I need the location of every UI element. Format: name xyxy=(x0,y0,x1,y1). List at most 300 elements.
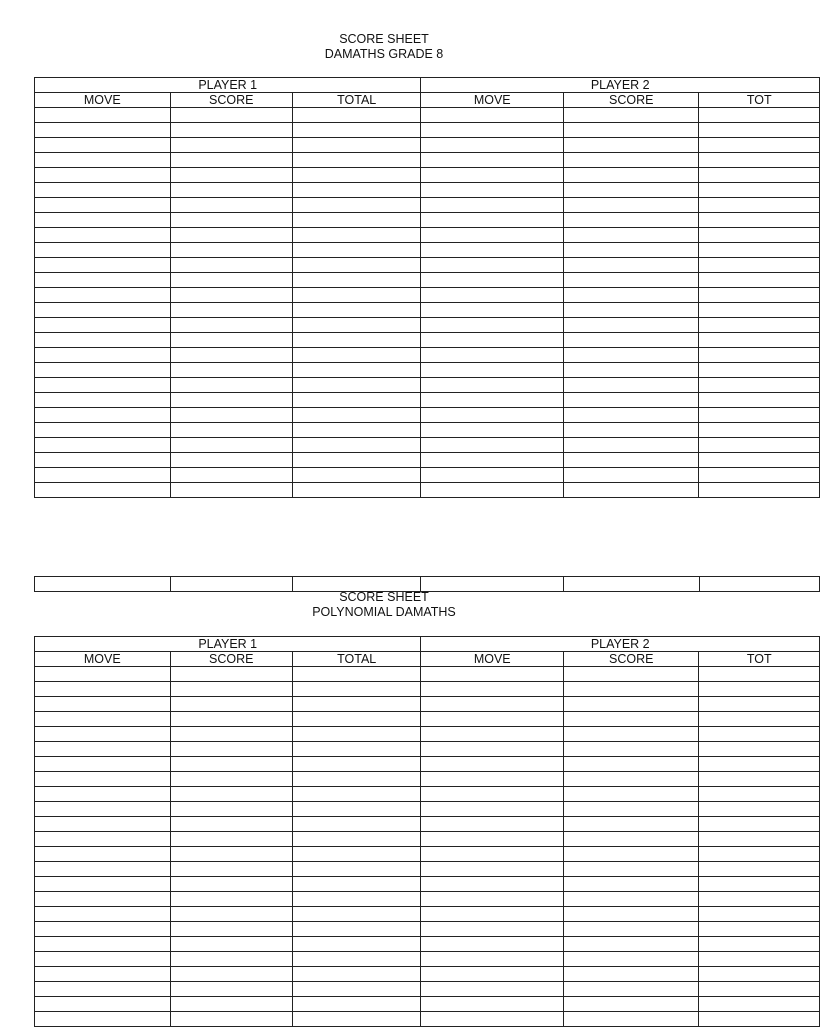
total-cell xyxy=(292,802,421,817)
move-cell xyxy=(35,318,171,333)
score-cell xyxy=(170,1012,292,1027)
move-cell xyxy=(35,213,171,228)
move-cell xyxy=(421,817,564,832)
score-cell xyxy=(563,892,699,907)
sheet-title-block xyxy=(0,590,768,620)
table-row xyxy=(35,288,820,303)
total-cell xyxy=(292,742,421,757)
move-cell xyxy=(421,183,564,198)
column-header-row xyxy=(35,652,820,667)
total-cell xyxy=(699,832,820,847)
score-cell xyxy=(563,757,699,772)
total-cell xyxy=(292,183,421,198)
column-header-total: TOTAL xyxy=(292,652,421,667)
move-cell xyxy=(35,967,171,982)
move-cell xyxy=(35,468,171,483)
score-cell xyxy=(563,228,699,243)
move-cell xyxy=(421,408,564,423)
score-cell xyxy=(170,982,292,997)
total-cell xyxy=(699,438,820,453)
total-cell xyxy=(699,1012,820,1027)
move-cell xyxy=(421,378,564,393)
table-row xyxy=(35,258,820,273)
sheet-title: SCORE SHEET xyxy=(339,590,429,604)
total-cell xyxy=(699,892,820,907)
score-cell xyxy=(170,997,292,1012)
total-cell xyxy=(699,862,820,877)
score-cell xyxy=(563,727,699,742)
total-cell xyxy=(699,333,820,348)
move-cell xyxy=(421,982,564,997)
move-cell xyxy=(35,168,171,183)
total-cell xyxy=(292,952,421,967)
table-row xyxy=(35,393,820,408)
score-cell xyxy=(170,108,292,123)
score-cell xyxy=(170,772,292,787)
score-cell xyxy=(563,213,699,228)
player-header-row xyxy=(35,78,820,93)
score-cell xyxy=(563,108,699,123)
table-row xyxy=(35,423,820,438)
move-cell xyxy=(421,877,564,892)
move-cell xyxy=(35,877,171,892)
score-cell xyxy=(563,697,699,712)
score-cell xyxy=(170,288,292,303)
table-row xyxy=(35,982,820,997)
score-cell xyxy=(563,712,699,727)
table-row xyxy=(35,243,820,258)
move-cell xyxy=(421,727,564,742)
column-header-total: TOT xyxy=(699,652,820,667)
total-cell xyxy=(699,817,820,832)
move-cell xyxy=(421,273,564,288)
score-cell xyxy=(563,997,699,1012)
move-cell xyxy=(35,408,171,423)
move-cell xyxy=(421,757,564,772)
move-cell xyxy=(35,288,171,303)
total-cell xyxy=(292,922,421,937)
total-cell xyxy=(292,757,421,772)
total-cell xyxy=(292,817,421,832)
move-cell xyxy=(35,697,171,712)
score-cell xyxy=(170,817,292,832)
score-cell xyxy=(170,712,292,727)
move-cell xyxy=(35,138,171,153)
move-cell xyxy=(421,1012,564,1027)
score-cell xyxy=(170,468,292,483)
move-cell xyxy=(35,922,171,937)
table-row xyxy=(35,153,820,168)
score-cell xyxy=(563,168,699,183)
column-header-move: MOVE xyxy=(421,93,564,108)
score-cell xyxy=(170,228,292,243)
total-cell xyxy=(292,318,421,333)
table-row xyxy=(35,877,820,892)
move-cell xyxy=(35,727,171,742)
total-cell xyxy=(699,108,820,123)
total-cell xyxy=(292,997,421,1012)
total-cell xyxy=(699,393,820,408)
score-cell xyxy=(563,153,699,168)
total-cell xyxy=(699,667,820,682)
score-cell xyxy=(563,138,699,153)
score-cell xyxy=(563,952,699,967)
column-header-total: TOT xyxy=(699,93,820,108)
score-cell xyxy=(170,243,292,258)
score-cell xyxy=(170,922,292,937)
total-cell xyxy=(292,727,421,742)
total-cell xyxy=(699,772,820,787)
move-cell xyxy=(421,468,564,483)
table-row xyxy=(35,997,820,1012)
table-row xyxy=(35,378,820,393)
sheet-subtitle: DAMATHS GRADE 8 xyxy=(324,47,444,61)
total-cell xyxy=(292,123,421,138)
table-row xyxy=(35,817,820,832)
move-cell xyxy=(421,967,564,982)
total-cell xyxy=(292,213,421,228)
move-cell xyxy=(35,333,171,348)
total-cell xyxy=(699,273,820,288)
total-cell xyxy=(699,198,820,213)
move-cell xyxy=(35,483,171,498)
table-row xyxy=(35,727,820,742)
move-cell xyxy=(35,273,171,288)
score-cell xyxy=(170,273,292,288)
move-cell xyxy=(421,168,564,183)
move-cell xyxy=(35,348,171,363)
table-row xyxy=(35,168,820,183)
score-cell xyxy=(170,153,292,168)
total-cell xyxy=(699,877,820,892)
table-row xyxy=(35,922,820,937)
total-cell xyxy=(292,168,421,183)
table-row xyxy=(35,967,820,982)
total-cell xyxy=(699,787,820,802)
column-header-score: SCORE xyxy=(170,93,292,108)
score-cell xyxy=(563,772,699,787)
move-cell xyxy=(421,712,564,727)
score-cell xyxy=(563,862,699,877)
move-cell xyxy=(35,937,171,952)
score-cell xyxy=(563,847,699,862)
move-cell xyxy=(421,243,564,258)
column-header-score: SCORE xyxy=(563,652,699,667)
total-cell xyxy=(292,138,421,153)
table-row xyxy=(35,847,820,862)
move-cell xyxy=(421,348,564,363)
move-cell xyxy=(421,153,564,168)
score-cell xyxy=(170,213,292,228)
score-cell xyxy=(563,288,699,303)
score-cell xyxy=(170,438,292,453)
column-header-score: SCORE xyxy=(170,652,292,667)
score-cell xyxy=(170,682,292,697)
move-cell xyxy=(35,183,171,198)
score-cell xyxy=(563,303,699,318)
table-row xyxy=(35,483,820,498)
total-cell xyxy=(699,408,820,423)
move-cell xyxy=(35,258,171,273)
total-cell xyxy=(292,892,421,907)
table-row xyxy=(35,213,820,228)
move-cell xyxy=(421,393,564,408)
score-table xyxy=(34,77,820,498)
score-cell xyxy=(563,817,699,832)
move-cell xyxy=(421,907,564,922)
score-cell xyxy=(170,333,292,348)
move-cell xyxy=(35,438,171,453)
sheet-title: SCORE SHEET xyxy=(339,32,429,46)
table-row xyxy=(35,453,820,468)
score-cell xyxy=(170,742,292,757)
move-cell xyxy=(421,682,564,697)
total-cell xyxy=(699,802,820,817)
table-row xyxy=(35,408,820,423)
score-cell xyxy=(170,363,292,378)
table-row xyxy=(35,712,820,727)
score-cell xyxy=(563,453,699,468)
move-cell xyxy=(421,333,564,348)
score-cell xyxy=(170,423,292,438)
total-cell xyxy=(292,483,421,498)
score-cell xyxy=(170,453,292,468)
score-cell xyxy=(563,667,699,682)
score-cell xyxy=(563,123,699,138)
total-cell xyxy=(292,847,421,862)
move-cell xyxy=(35,892,171,907)
total-cell xyxy=(292,348,421,363)
move-cell xyxy=(35,682,171,697)
score-cell xyxy=(170,667,292,682)
move-cell xyxy=(35,787,171,802)
total-cell xyxy=(292,228,421,243)
move-cell xyxy=(421,108,564,123)
score-cell xyxy=(563,333,699,348)
move-cell xyxy=(35,832,171,847)
score-cell xyxy=(170,892,292,907)
move-cell xyxy=(35,1012,171,1027)
move-cell xyxy=(35,453,171,468)
move-cell xyxy=(35,772,171,787)
table-row xyxy=(35,937,820,952)
total-cell xyxy=(699,967,820,982)
score-cell xyxy=(170,907,292,922)
score-cell xyxy=(170,802,292,817)
table-row xyxy=(35,333,820,348)
table-row xyxy=(35,318,820,333)
table-row xyxy=(35,138,820,153)
total-cell xyxy=(699,363,820,378)
score-cell xyxy=(563,183,699,198)
score-cell xyxy=(170,757,292,772)
move-cell xyxy=(35,742,171,757)
total-cell xyxy=(699,168,820,183)
move-cell xyxy=(421,453,564,468)
move-cell xyxy=(421,862,564,877)
total-cell xyxy=(292,697,421,712)
total-cell xyxy=(699,712,820,727)
total-cell xyxy=(292,333,421,348)
table-row xyxy=(35,123,820,138)
score-cell xyxy=(170,832,292,847)
move-cell xyxy=(421,363,564,378)
total-cell xyxy=(292,937,421,952)
move-cell xyxy=(35,802,171,817)
total-cell xyxy=(699,153,820,168)
score-cell xyxy=(563,802,699,817)
total-cell xyxy=(699,258,820,273)
total-cell xyxy=(292,682,421,697)
move-cell xyxy=(421,937,564,952)
score-cell xyxy=(170,847,292,862)
table-row xyxy=(35,697,820,712)
total-cell xyxy=(292,408,421,423)
total-cell xyxy=(292,772,421,787)
move-cell xyxy=(421,318,564,333)
move-cell xyxy=(421,832,564,847)
table-row xyxy=(35,772,820,787)
column-header-score: SCORE xyxy=(563,93,699,108)
total-cell xyxy=(699,138,820,153)
move-cell xyxy=(421,667,564,682)
score-cell xyxy=(563,258,699,273)
score-cell xyxy=(170,123,292,138)
total-cell xyxy=(292,907,421,922)
player-2-header: PLAYER 2 xyxy=(421,637,820,652)
move-cell xyxy=(35,228,171,243)
total-cell xyxy=(292,153,421,168)
total-cell xyxy=(699,318,820,333)
total-cell xyxy=(292,108,421,123)
column-header-move: MOVE xyxy=(35,93,171,108)
total-cell xyxy=(292,243,421,258)
score-cell xyxy=(170,408,292,423)
column-header-move: MOVE xyxy=(35,652,171,667)
move-cell xyxy=(35,243,171,258)
score-cell xyxy=(170,697,292,712)
score-cell xyxy=(563,378,699,393)
total-cell xyxy=(699,468,820,483)
total-cell xyxy=(292,378,421,393)
score-cell xyxy=(170,138,292,153)
table-row xyxy=(35,438,820,453)
total-cell xyxy=(292,423,421,438)
score-cell xyxy=(170,378,292,393)
total-cell xyxy=(292,303,421,318)
total-cell xyxy=(292,967,421,982)
score-table-body xyxy=(35,108,820,498)
score-cell xyxy=(170,168,292,183)
score-cell xyxy=(563,318,699,333)
score-cell xyxy=(563,937,699,952)
total-cell xyxy=(699,213,820,228)
score-cell xyxy=(563,393,699,408)
total-cell xyxy=(292,982,421,997)
total-cell xyxy=(292,712,421,727)
total-cell xyxy=(292,273,421,288)
total-cell xyxy=(699,697,820,712)
move-cell xyxy=(35,817,171,832)
move-cell xyxy=(35,363,171,378)
score-cell xyxy=(170,318,292,333)
move-cell xyxy=(421,438,564,453)
total-cell xyxy=(699,378,820,393)
score-cell xyxy=(170,393,292,408)
move-cell xyxy=(35,198,171,213)
total-cell xyxy=(699,742,820,757)
table-row xyxy=(35,468,820,483)
column-header-move: MOVE xyxy=(421,652,564,667)
total-cell xyxy=(292,787,421,802)
score-cell xyxy=(563,877,699,892)
move-cell xyxy=(35,423,171,438)
move-cell xyxy=(35,907,171,922)
total-cell xyxy=(292,438,421,453)
move-cell xyxy=(421,742,564,757)
move-cell xyxy=(35,378,171,393)
total-cell xyxy=(292,453,421,468)
move-cell xyxy=(35,847,171,862)
table-row xyxy=(35,862,820,877)
move-cell xyxy=(35,667,171,682)
score-cell xyxy=(170,937,292,952)
score-cell xyxy=(563,198,699,213)
sheet-title-block xyxy=(0,32,768,62)
player-1-header: PLAYER 1 xyxy=(35,78,421,93)
table-row xyxy=(35,183,820,198)
score-cell xyxy=(563,787,699,802)
move-cell xyxy=(35,393,171,408)
score-cell xyxy=(563,742,699,757)
total-cell xyxy=(292,877,421,892)
score-cell xyxy=(563,243,699,258)
score-table-body xyxy=(35,667,820,1027)
score-cell xyxy=(563,273,699,288)
total-cell xyxy=(699,682,820,697)
score-cell xyxy=(563,483,699,498)
total-cell xyxy=(699,303,820,318)
move-cell xyxy=(421,802,564,817)
move-cell xyxy=(421,288,564,303)
score-cell xyxy=(563,907,699,922)
table-row xyxy=(35,802,820,817)
move-cell xyxy=(35,303,171,318)
move-cell xyxy=(421,952,564,967)
total-cell xyxy=(699,348,820,363)
score-cell xyxy=(170,862,292,877)
score-cell xyxy=(170,952,292,967)
move-cell xyxy=(35,862,171,877)
total-cell xyxy=(292,832,421,847)
move-cell xyxy=(35,997,171,1012)
player-1-header: PLAYER 1 xyxy=(35,637,421,652)
score-cell xyxy=(563,967,699,982)
total-cell xyxy=(699,847,820,862)
move-cell xyxy=(35,952,171,967)
table-row xyxy=(35,832,820,847)
move-cell xyxy=(421,423,564,438)
score-cell xyxy=(170,727,292,742)
table-row xyxy=(35,787,820,802)
move-cell xyxy=(421,138,564,153)
move-cell xyxy=(421,772,564,787)
move-cell xyxy=(35,982,171,997)
score-cell xyxy=(563,348,699,363)
score-cell xyxy=(563,832,699,847)
move-cell xyxy=(421,258,564,273)
score-cell xyxy=(563,438,699,453)
